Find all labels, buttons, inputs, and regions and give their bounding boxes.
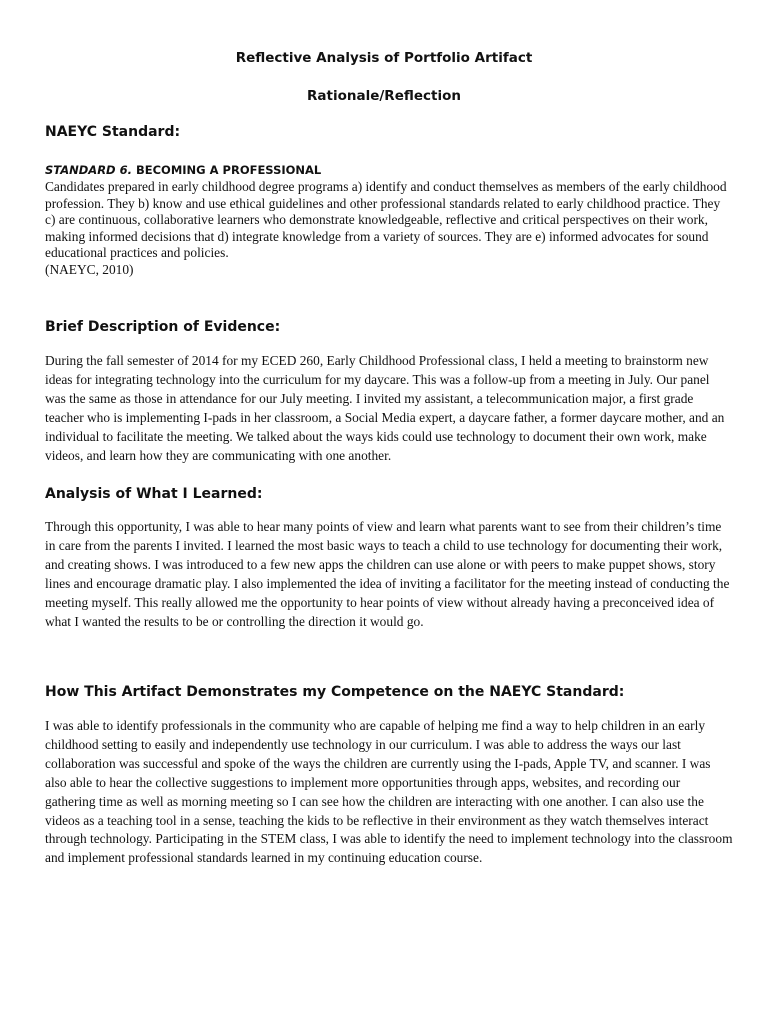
competence-heading: How This Artifact Demonstrates my Competence on the NAEYC Standard:: [45, 684, 625, 700]
evidence-heading: Brief Description of Evidence:: [45, 319, 281, 335]
evidence-paragraph: During the fall semester of 2014 for my ECED 260, Early Childhood Professional class, I held a meeting to brainstorm new ideas for integrating technology into the curriculum for my daycare. This was a follow-up from a meeting in July. Our panel was the same as those in attendance for our July meeting. I invited my assistant, a telecommunication major, a first grade teacher who is implementing I-pads in her classroom, a Social Media expert, a daycare father, a former daycare mother, and an individual to facilitate the meeting. We talked about the ways kids could use technology to document their own work, make videos, and learn how they are communicating with one another.: [45, 353, 725, 463]
learned-heading: Analysis of What I Learned:: [45, 486, 263, 502]
document-title: Reflective Analysis of Portfolio Artifact: [235, 50, 533, 66]
standard-label: [45, 163, 321, 177]
competence-paragraph: I was able to identify professionals in the community who are capable of helping me find a way to help children in an early childhood setting to easily and independently use technology in our curriculum. I was able to address the ways our last collaboration was successful and spoke of the ways the children are currently using the I-pads, Apple TV, and scanner. I was also able to hear the collective suggestions to implement more opportunities through apps, websites, and recording our gathering time as well as morning meeting so I can see how the children are interacting with one another. I can also use the videos as a teaching tool in a sense, teaching the kids to be reflective in their environment as they watch themselves interact through technology. Participating in the STEM class, I was able to identify the need to implement technology into the classroom and implement professional standards learned in my continuing education course.: [45, 718, 733, 866]
learned-paragraph: Through this opportunity, I was able to hear many points of view and learn what parents want to see from their children’s time in care from the parents I invited. I learned the most basic ways to teach a child to use technology for documenting their work, and creating shows. I was introduced to a few new apps the children can use alone or with peers to make puppet shows, story lines and encourage dramatic play. I also implemented the idea of inviting a facilitator for the meeting instead of conducting the meeting myself. This really allowed me the opportunity to hear points of view without already having a preconceived idea of what I wanted the results to be or controlling the direction it would go.: [45, 519, 730, 629]
standard-number: STANDARD 6.: [45, 163, 132, 177]
standard-citation: (NAEYC, 2010): [45, 262, 134, 277]
standard-name: BECOMING A PROFESSIONAL: [136, 163, 322, 177]
standard-heading: NAEYC Standard:: [45, 124, 181, 140]
document-subtitle: Rationale/Reflection: [307, 88, 461, 104]
standard-description: Candidates prepared in early childhood degree programs a) identify and conduct themselves as members of the early childhood profession. They b) know and use ethical guidelines and other professional standards related to early childhood practice. They c) are continuous, collaborative learners who demonstrate knowledgeable, reflective and critical perspectives on their work, making informed decisions that d) integrate knowledge from a variety of sources. They are e) informed advocates for sound educational practices and policies.: [45, 179, 727, 261]
